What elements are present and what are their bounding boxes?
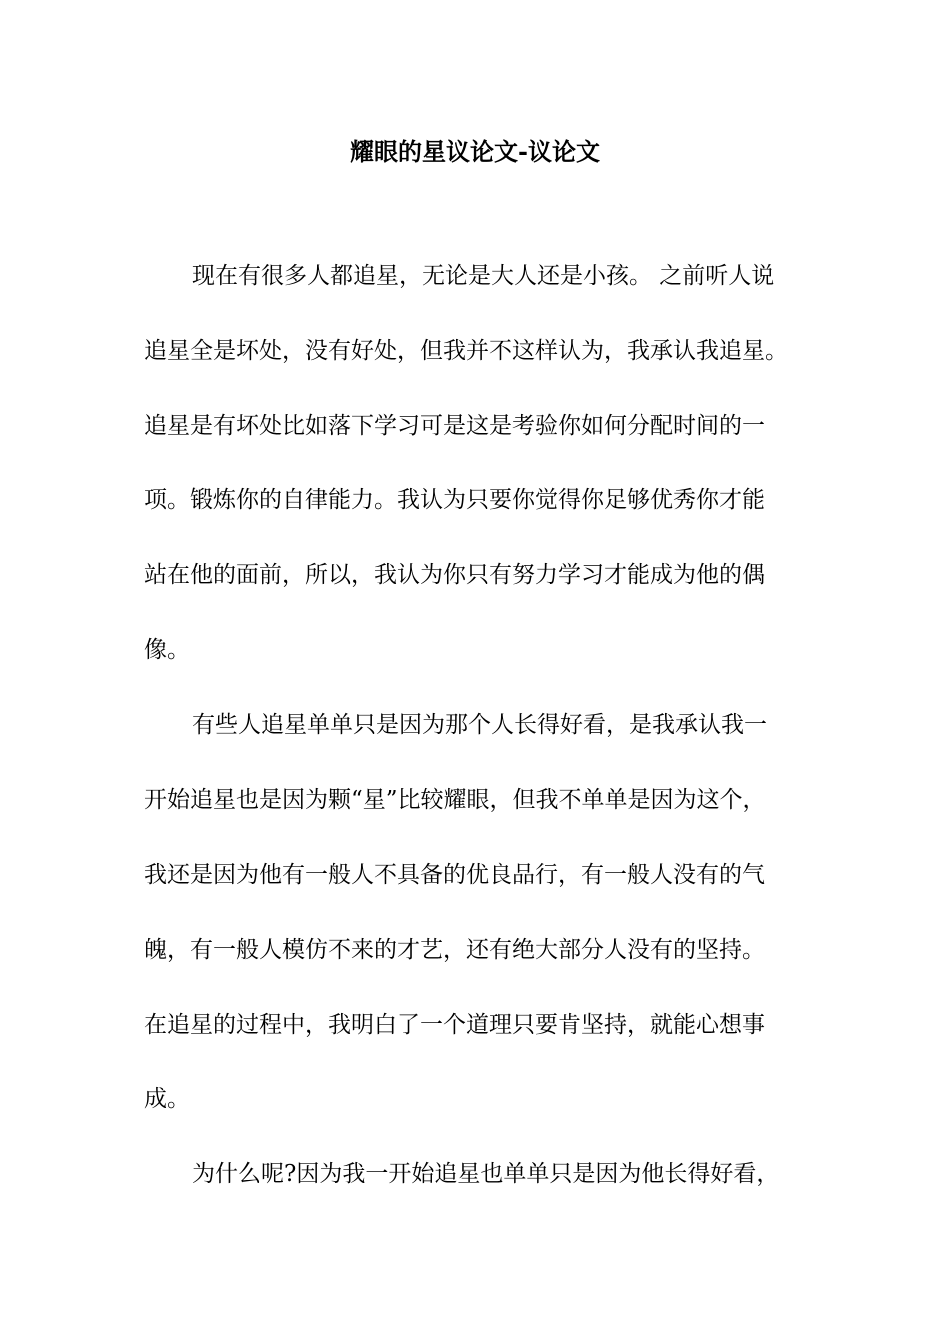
paragraph-2-line-5: 在追星的过程中，我明白了一个道理只要肯坚持，就能心想事 bbox=[144, 1012, 765, 1038]
paragraph-1-line-6: 像。 bbox=[144, 637, 190, 663]
paragraph-2-line-6: 成。 bbox=[144, 1086, 190, 1112]
paragraph-1-line-4: 项。锻炼你的自律能力。我认为只要你觉得你足够优秀你才能 bbox=[144, 487, 765, 513]
paragraph-2-line-2: 开始追星也是因为颗“星”比较耀眼，但我不单单是因为这个， bbox=[144, 787, 766, 813]
paragraph-1-line-2: 追星全是坏处，没有好处，但我并不这样认为，我承认我追星。 bbox=[144, 338, 788, 364]
paragraph-2-line-3: 我还是因为他有一般人不具备的优良品行，有一般人没有的气 bbox=[144, 862, 765, 888]
paragraph-3-line-1: 为什么呢?因为我一开始追星也单单只是因为他长得好看， bbox=[192, 1161, 780, 1187]
paragraph-1-line-1: 现在有很多人都追星，无论是大人还是小孩。 之前听人说 bbox=[192, 263, 775, 289]
paragraph-2-line-4: 魄，有一般人模仿不来的才艺，还有绝大部分人没有的坚持。 bbox=[144, 937, 765, 963]
document-title: 耀眼的星议论文-议论文 bbox=[350, 137, 600, 166]
paragraph-1-line-3: 追星是有坏处比如落下学习可是这是考验你如何分配时间的一 bbox=[144, 413, 765, 439]
paragraph-2-line-1: 有些人追星单单只是因为那个人长得好看，是我承认我一 bbox=[192, 712, 767, 738]
paragraph-1-line-5: 站在他的面前，所以，我认为你只有努力学习才能成为他的偶 bbox=[144, 562, 765, 588]
